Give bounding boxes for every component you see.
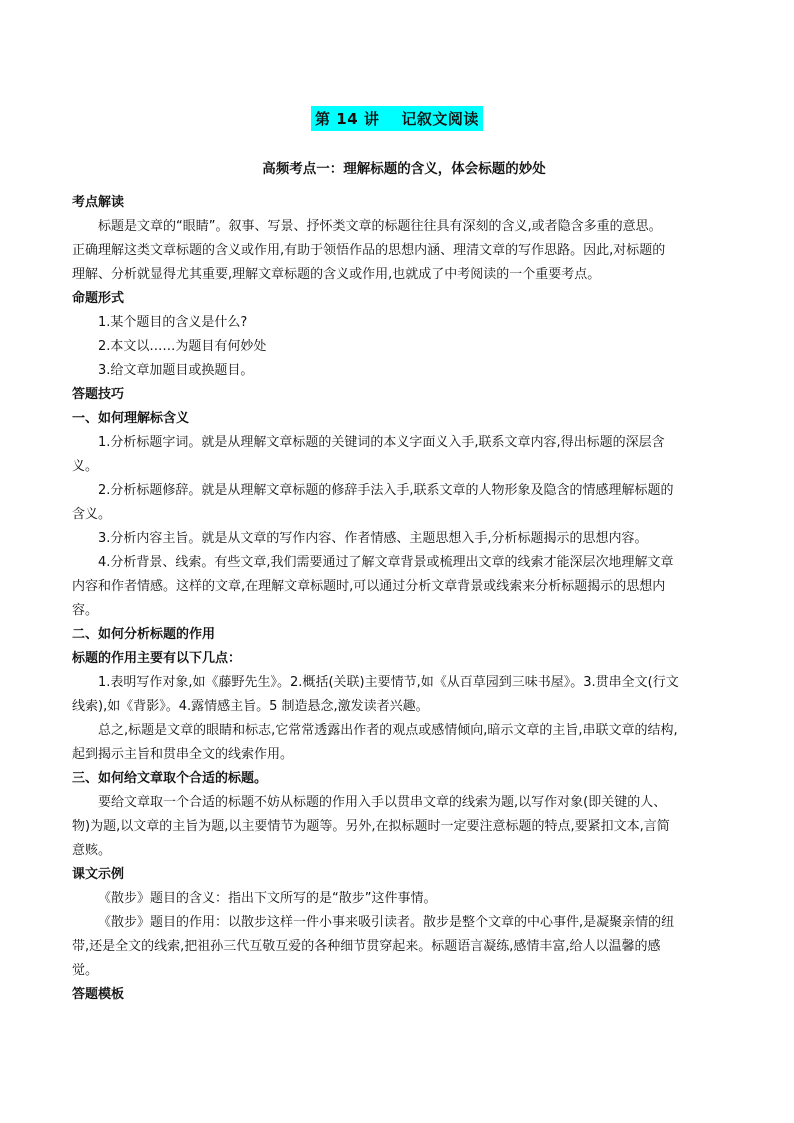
part1-p4-line3: 容。: [72, 603, 99, 618]
template-heading: 答题模板: [72, 987, 125, 1002]
part2-p2-line1: 总之,标题是文章的眼睛和标志,它常常透露出作者的观点或感情倾向,暗示文章的主旨,串联文章的结构,: [98, 723, 678, 738]
part3-p1-line2: 物)为题,以文章的主旨为题,以主要情节为题等。另外,在拟标题时一定要注意标题的特点,要紧扣文本,言简: [72, 819, 670, 834]
part1-p4-line2: 内容和作者情感。这样的文章,在理解文章标题时,可以通过分析文章背景或线索来分析标题揭示的思想内: [72, 579, 666, 594]
part1-p2-line2: 含义。: [72, 507, 112, 522]
part3-p1-line3: 意赅。: [72, 843, 112, 858]
part1-heading: 一、如何理解标含义: [72, 411, 190, 426]
part2-p1-line1: 1.表明写作对象,如《藤野先生》。2.概括(关联)主要情节,如《从百草园到三味书屋》。3.贯串全文(行文: [98, 675, 679, 690]
part1-p4-line1: 4.分析背景、线索。有些文章,我们需要通过了解文章背景或梳理出文章的线索才能深层次地理解文章: [98, 555, 674, 570]
part2-heading: 二、如何分析标题的作用: [72, 627, 216, 642]
mingti-item-1: 1.某个题目的含义是什么?: [98, 315, 248, 330]
part2-p2-line2: 起到揭示主旨和贯串全文的线索作用。: [72, 747, 294, 762]
title-prefix: 第: [315, 110, 331, 128]
lecture-title-wrap: [72, 106, 722, 131]
kaodian-heading: 考点解读: [72, 195, 125, 210]
example-p1-line1: 《散步》题目的含义：指出下文所写的是“散步”这件事情。: [98, 891, 437, 906]
part3-p1-line1: 要给文章取一个合适的标题不妨从标题的作用入手以贯串文章的线索为题,以写作对象(即关键的人、: [98, 795, 667, 810]
title-topic: 记叙文阅读: [401, 110, 479, 128]
example-p2-line1: 《散步》题目的作用：以散步这样一件小事来吸引读者。散步是整个文章的中心事件,是凝聚亲情的纽: [98, 915, 675, 930]
part1-p2-line1: 2.分析标题修辞。就是从理解文章标题的修辞手法入手,联系文章的人物形象及隐含的情感理解标题的: [98, 483, 674, 498]
kaodian-line-3: 理解、分析就显得尤其重要,理解文章标题的含义或作用,也就成了中考阅读的一个重要考点。: [72, 267, 601, 282]
kaodian-line-2: 正确理解这类文章标题的含义或作用,有助于领悟作品的思想内涵、理清文章的写作思路。因此,对标题的: [72, 243, 666, 258]
example-p2-line3: 觉。: [72, 963, 99, 978]
lecture-title: [311, 106, 483, 131]
example-heading: 课文示例: [72, 867, 125, 882]
mingti-item-2: 2.本文以……为题目有何妙处: [98, 339, 267, 354]
dati-heading: 答题技巧: [72, 387, 125, 402]
example-p2-line2: 带,还是全文的线索,把祖孙三代互敬互爱的各种细节贯穿起来。标题语言凝练,感情丰富,给人以温馨的感: [72, 939, 661, 954]
mingti-heading: 命题形式: [72, 291, 125, 306]
document-page: [72, 100, 722, 1007]
part2-p1-line2: 线索),如《背影》。4.露情感主旨。5 制造悬念,激发读者兴趣。: [72, 699, 429, 714]
part1-p1-line1: 1.分析标题字词。就是从理解文章标题的关键词的本义字面义入手,联系文章内容,得出标题的深层含: [98, 435, 665, 450]
part2-subheading: 标题的作用主要有以下几点：: [72, 651, 242, 666]
part1-p1-line2: 义。: [72, 459, 99, 474]
kaodian-line-1: 标题是文章的“眼睛”。叙事、写景、抒怀类文章的标题往往具有深刻的含义,或者隐含多重的意思。: [98, 219, 662, 234]
part1-p3-line1: 3.分析内容主旨。就是从文章的写作内容、作者情感、主题思想入手,分析标题揭示的思想内容。: [98, 531, 648, 546]
title-suffix: 讲: [363, 110, 380, 128]
section-subtitle: 高频考点一：理解标题的含义，体会标题的妙处: [262, 161, 546, 177]
mingti-item-3: 3.给文章加题目或换题目。: [98, 363, 254, 378]
title-number: 14: [336, 110, 359, 128]
part3-heading: 三、如何给文章取个合适的标题。: [72, 771, 268, 786]
